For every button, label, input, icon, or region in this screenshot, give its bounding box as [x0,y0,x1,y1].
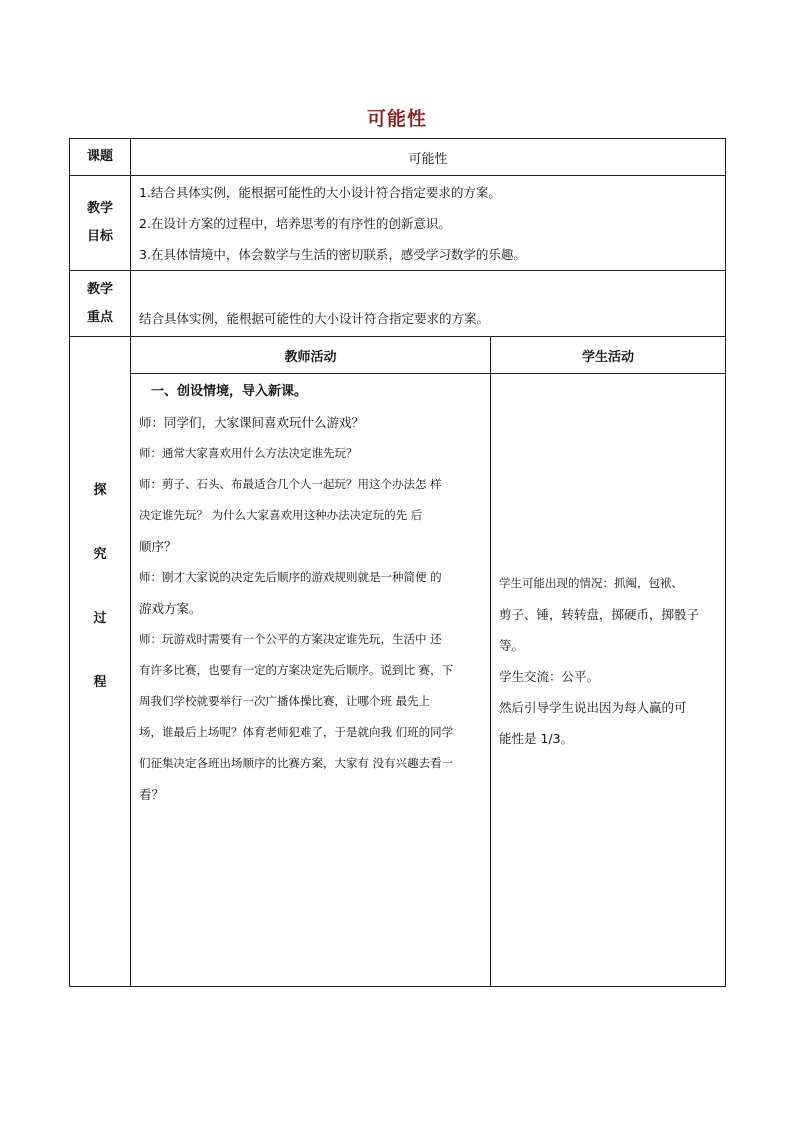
process-label-char: 探 [93,482,107,498]
topic-row [70,139,726,176]
teacher-line: 们征集决定各班出场顺序的比赛方案，大家有 没有兴趣去看一 [139,756,454,770]
student-activity-header: 学生活动 [491,337,726,374]
process-header-row [70,337,726,374]
topic-value: 可能性 [131,139,726,176]
goal-item: 1.结合具体实例，能根据可能性的大小设计符合指定要求的方案。 [139,184,501,200]
goal-item: 2.在设计方案的过程中，培养思考的有序性的创新意识。 [139,215,451,231]
teacher-line: 顺序？ [139,539,177,554]
goal-item: 3.在具体情境中，体会数学与生活的密切联系，感受学习数学的乐趣。 [139,246,526,262]
teacher-line: 游戏方案。 [139,601,202,616]
student-line: 能性是 1/3。 [499,731,574,746]
student-activity-content [491,374,726,987]
teacher-activity-content [131,374,491,987]
process-label-char: 过 [93,610,107,626]
student-line: 等。 [499,638,525,653]
teacher-line: 有许多比赛，也要有一定的方案决定先后顺序。说到比 赛，下 [139,663,454,677]
focus-label-line2: 重点 [86,309,113,325]
focus-row [70,271,726,337]
document-title: 可能性 [366,108,427,130]
student-line: 学生可能出现的情况：抓阄，包袱、 [499,576,683,590]
process-label-char: 程 [93,674,107,690]
student-line: 剪子、锤，转转盘，掷硬币，掷骰子 [499,607,700,622]
goals-label [70,176,131,271]
topic-label: 课题 [70,139,131,176]
teacher-line: 师：通常大家喜欢用什么方法决定谁先玩？ [139,446,358,460]
process-label [70,337,131,987]
teacher-line: 周我们学校就要举行一次广播体操比赛，让哪个班 最先上 [139,694,431,708]
teacher-line: 师：同学们，大家课间喜欢玩什么游戏？ [139,415,365,430]
goals-label-line2: 目标 [86,229,113,244]
focus-label [70,271,131,337]
process-content-row [70,374,726,987]
process-label-char: 究 [93,546,107,562]
teacher-line: 师：玩游戏时需要有一个公平的方案决定谁先玩，生活中 还 [139,632,442,646]
student-line: 然后引导学生说出因为每人赢的可 [499,700,687,715]
teacher-line: 一、创设情境，导入新课。 [151,384,308,399]
teacher-line: 决定谁先玩？ 为什么大家喜欢用这种办法决定玩的先 后 [139,508,423,522]
focus-label-line1: 教学 [86,281,113,297]
teacher-line: 师：剪子、石头、布最适合几个人一起玩？用这个办法怎 样 [139,477,442,491]
goals-label-line1: 教学 [86,201,113,216]
teacher-line: 看？ [139,787,165,802]
teacher-line: 场，谁最后上场呢？体育老师犯难了，于是就向我 们班的同学 [139,725,454,739]
focus-content [131,271,726,337]
teacher-activity-header: 教师活动 [131,337,491,374]
lesson-plan-table [69,138,726,987]
focus-value: 结合具体实例，能根据可能性的大小设计符合指定要求的方案。 [139,311,490,326]
goals-row [70,176,726,271]
goals-content [131,176,726,271]
teacher-line: 师：刚才大家说的决定先后顺序的游戏规则就是一种简便 的 [139,570,442,584]
student-line: 学生交流：公平。 [499,669,600,684]
